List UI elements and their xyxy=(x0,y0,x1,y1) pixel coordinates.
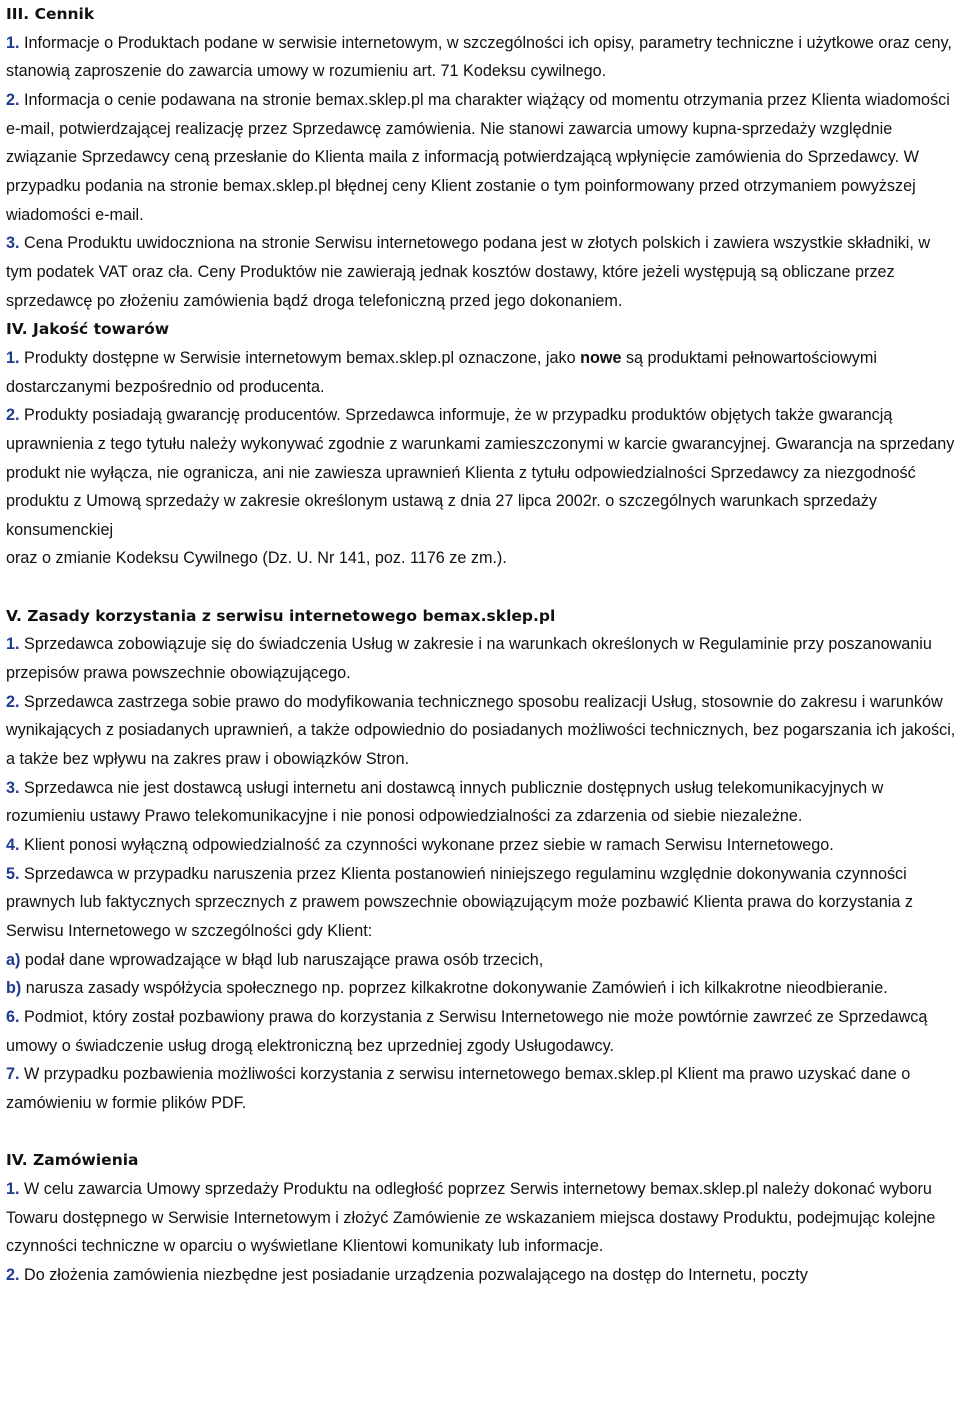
paragraph xyxy=(6,1060,956,1117)
item-number: 1. xyxy=(6,33,20,52)
item-letter: a) xyxy=(6,950,21,969)
paragraph xyxy=(6,29,956,86)
paragraph xyxy=(6,401,956,544)
paragraph-text: Podmiot, który został pozbawiony prawa do korzystania z Serwisu Internetowego nie może powtórnie zawrzeć ze Sprzedawcą umowy o świadczenie usług drogą elektroniczną bez uprzedniej zgody Usługodawcy. xyxy=(6,1007,928,1055)
paragraph-text: W przypadku pozbawienia możliwości korzystania z serwisu internetowego bemax.sklep.pl Klient ma prawo uzyskać dane o zamówieniu w formie plików PDF. xyxy=(6,1065,911,1112)
item-number: 7. xyxy=(6,1065,20,1084)
item-number: 2. xyxy=(6,692,20,711)
paragraph-text: Klient ponosi wyłączną odpowiedzialność za czynności wykonane przez siebie w ramach Serwisu Internetowego. xyxy=(24,836,834,855)
paragraph-text: Informacja o cenie podawana na stronie bemax.sklep.pl ma charakter wiążący od momentu otrzymania przez Klienta wiadomości e-mail, potwierdzającej realizację przez Sprzedawcę zamówienia. Nie stanowi zawarcia umowy kupna-sprzedaży względnie związanie Sprzedawcy ceną przesłanie do Klienta maila z informacją potwierdzającą wpłynięcie zamówienia do Sprzedawcy. W przypadku podania na stronie bemax.sklep.pl błędnej ceny Klient zostanie o tym poinformowany przed otrzymaniem powyższej wiadomości e-mail. xyxy=(6,90,950,224)
paragraph-text: Informacje o Produktach podane w serwisie internetowym, w szczególności ich opisy, parametry techniczne i użytkowe oraz ceny, stanowią zaproszenie do zawarcia umowy w rozumieniu art. 71 Kodeksu cywilnego. xyxy=(6,33,952,81)
paragraph-text: Sprzedawca nie jest dostawcą usługi internetu ani dostawcą innych publicznie dostępnych usług telekomunikacyjnych w rozumieniu ustawy Prawo telekomunikacyjne i nie ponosi odpowiedzialności za zdarzenia od siebie niezależne. xyxy=(6,778,884,826)
item-number: 3. xyxy=(6,234,20,253)
paragraph xyxy=(6,774,956,831)
item-letter: b) xyxy=(6,979,22,998)
paragraph xyxy=(6,1175,956,1261)
paragraph-text: podał dane wprowadzające w błąd lub naruszające prawa osób trzecich, xyxy=(24,950,544,969)
paragraph xyxy=(6,344,956,401)
paragraph-text: Produkty dostępne w Serwisie internetowym bemax.sklep.pl oznaczone, jako xyxy=(24,348,576,367)
paragraph-continuation: oraz o zmianie Kodeksu Cywilnego (Dz. U. Nr 141, poz. 1176 ze zm.). xyxy=(6,549,507,568)
item-number: 2. xyxy=(6,406,20,425)
paragraph xyxy=(6,860,956,946)
paragraph-text: Produkty posiadają gwarancję producentów. Sprzedawca informuje, że w przypadku produktów objętych także gwarancją uprawnienia z tego tytułu należy wykonywać zgodnie z warunkami zamieszczonymi w karcie gwarancyjnej. Gwarancja na sprzedany produkt nie wyłącza, nie ogranicza, ani nie zawiesza uprawnień Klienta z tytułu odpowiedzialności Sprzedawcy za niezgodność produktu z Umową sprzedaży w zakresie określonym ustawą z dnia 27 lipca 2002r. o szczególnych warunkach sprzedaży konsumenckiej xyxy=(6,406,955,539)
item-number: 1. xyxy=(6,635,20,654)
sub-item xyxy=(6,974,956,1003)
item-number: 3. xyxy=(6,778,20,797)
item-number: 5. xyxy=(6,864,20,883)
paragraph-text: W celu zawarcia Umowy sprzedaży Produktu na odległość poprzez Serwis internetowy bemax.sklep.pl należy dokonać wyboru Towaru dostępnego w Serwisie Internetowym i złożyć Zamówienie ze wskazaniem miejsca dostawy Produktu, podejmując kolejne czynności techniczne w oparciu o wyświetlane Klientowi komunikaty lub informacje. xyxy=(6,1179,936,1256)
item-number: 2. xyxy=(6,1265,20,1284)
paragraph xyxy=(6,831,956,860)
paragraph-text: Cena Produktu uwidoczniona na stronie Serwisu internetowego podana jest w złotych polskich i zawiera wszystkie składniki, w tym podatek VAT oraz cła. Ceny Produktów nie zawierają jednak kosztów dostawy, które jeżeli występują są obliczane przez sprzedawcę po złożeniu zamówienia bądź droga telefoniczną przed jego dokonaniem. xyxy=(6,234,931,310)
paragraph xyxy=(6,1003,956,1060)
section-heading-jakosc-towarow: IV. Jakość towarów xyxy=(6,320,170,339)
paragraph xyxy=(6,688,956,774)
spacer xyxy=(6,573,956,602)
emphasis-nowe: nowe xyxy=(580,348,622,367)
paragraph-text: Do złożenia zamówienia niezbędne jest posiadanie urządzenia pozwalającego na dostęp do Internetu, poczty xyxy=(24,1265,808,1284)
item-number: 1. xyxy=(6,1179,20,1198)
item-number: 6. xyxy=(6,1007,20,1026)
section-heading-zamowienia: IV. Zamówienia xyxy=(6,1151,139,1170)
item-number: 4. xyxy=(6,836,20,855)
paragraph-text: są produktami pełnowartościowymi dostarczanymi bezpośrednio od producenta. xyxy=(6,348,877,396)
paragraph xyxy=(6,1261,956,1290)
section-heading-zasady-korzystania: V. Zasady korzystania z serwisu internetowego bemax.sklep.pl xyxy=(6,606,556,625)
section-heading-cennik: III. Cennik xyxy=(6,5,95,23)
paragraph-text: Sprzedawca zastrzega sobie prawo do modyfikowania technicznego sposobu realizacji Usług, stosownie do zakresu i warunków wynikających z posiadanych uprawnień, a także odpowiednio do posiadanych możliwości technicznych, bez pogarszania ich jakości, a także bez wpływu na zakres praw i obowiązków Stron. xyxy=(6,692,956,769)
item-number: 1. xyxy=(6,348,20,367)
paragraph xyxy=(6,86,956,229)
paragraph-text: Sprzedawca w przypadku naruszenia przez Klienta postanowień niniejszego regulaminu względnie dokonywania czynności prawnych lub faktycznych sprzecznych z prawem powszechnie obowiązującym może pozbawić Klienta prawa do korzystania z Serwisu Internetowego w szczególności gdy Klient: xyxy=(6,864,913,940)
item-number: 2. xyxy=(6,90,20,109)
spacer xyxy=(6,1118,956,1147)
paragraph-text: Sprzedawca zobowiązuje się do świadczenia Usług w zakresie i na warunkach określonych w Regulaminie przy poszanowaniu przepisów prawa powszechnie obowiązującego. xyxy=(6,635,932,683)
paragraph xyxy=(6,630,956,687)
paragraph-text: narusza zasady współżycia społecznego np. poprzez kilkakrotne dokonywanie Zamówień i ich kilkakrotne nieodbieranie. xyxy=(25,979,888,998)
paragraph xyxy=(6,229,956,315)
sub-item xyxy=(6,946,956,975)
